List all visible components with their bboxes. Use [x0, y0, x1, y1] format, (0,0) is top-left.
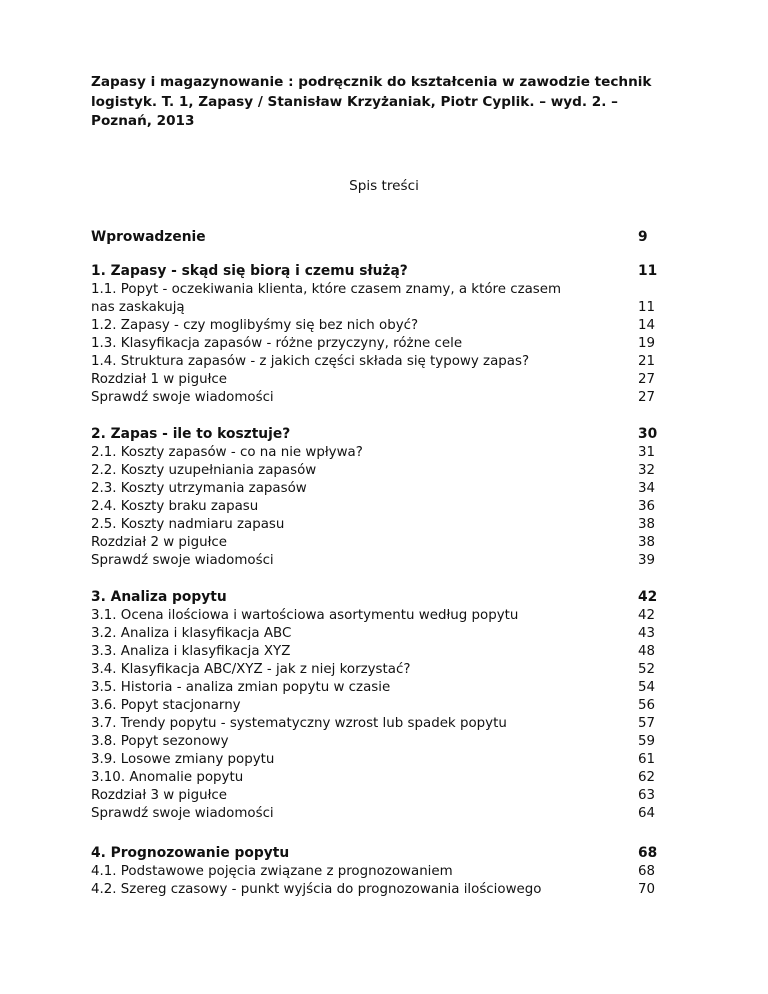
toc-entry-text: Rozdział 1 w pigułce — [91, 372, 228, 387]
toc-entry-page: 68 — [638, 864, 656, 879]
toc-entry-page: 59 — [638, 734, 656, 749]
toc-entry-text: 3.6. Popyt stacjonarny — [91, 698, 241, 713]
toc-entry-page: 57 — [638, 716, 656, 731]
toc-entry-text: Wprowadzenie — [91, 229, 206, 245]
toc-entry-page: 56 — [638, 698, 656, 713]
toc-entry-text: 3.8. Popyt sezonowy — [91, 734, 229, 749]
toc-entry-text: 3. Analiza popytu — [91, 589, 227, 605]
header-line-2: logistyk. T. 1, Zapasy / Stanisław Krzyżaniak, Piotr Cyplik. – wyd. 2. – — [91, 93, 618, 110]
toc-entry-text: 3.2. Analiza i klasyfikacja ABC — [91, 626, 292, 641]
toc-entry-text: 1.1. Popyt - oczekiwania klienta, które czasem znamy, a które czasem — [91, 282, 562, 297]
toc-entry-page: 36 — [638, 499, 656, 514]
toc-title: Spis treści — [349, 178, 419, 194]
toc-entry-text: 3.4. Klasyfikacja ABC/XYZ - jak z niej korzystać? — [91, 662, 411, 677]
toc-entry-page: 48 — [638, 644, 656, 659]
toc-entry-page: 42 — [638, 589, 658, 605]
toc-entry-text: 2.2. Koszty uzupełniania zapasów — [91, 463, 317, 478]
toc-entry-page: 19 — [638, 336, 656, 351]
header-line-1: Zapasy i magazynowanie : podręcznik do kształcenia w zawodzie technik — [91, 74, 652, 90]
toc-entry-page: 42 — [638, 608, 656, 623]
toc-entry-page: 27 — [638, 372, 656, 387]
toc-entry-page: 32 — [638, 463, 656, 478]
toc-entry-page: 39 — [638, 553, 656, 568]
toc-entry-page: 38 — [638, 517, 656, 532]
toc-entry-page: 11 — [638, 263, 658, 279]
toc-entry-page: 64 — [638, 806, 656, 821]
toc-entry-text: 3.10. Anomalie popytu — [91, 770, 244, 785]
toc-entry-text: 1.2. Zapasy - czy moglibyśmy się bez nich obyć? — [91, 318, 419, 333]
toc-entry-text: 3.5. Historia - analiza zmian popytu w czasie — [91, 680, 391, 695]
toc-entry-text: Rozdział 2 w pigułce — [91, 535, 228, 550]
bibliographic-header — [91, 73, 691, 132]
toc-entry-text: nas zaskakują — [91, 300, 185, 315]
toc-entry-text: 4.2. Szereg czasowy - punkt wyjścia do prognozowania ilościowego — [91, 882, 542, 897]
toc-entry-text: Sprawdź swoje wiadomości — [91, 390, 274, 405]
toc-entry-text: 3.3. Analiza i klasyfikacja XYZ — [91, 644, 291, 659]
toc-entry-text: 1.4. Struktura zapasów - z jakich części składa się typowy zapas? — [91, 354, 530, 369]
toc-entry-text: Rozdział 3 w pigułce — [91, 788, 228, 803]
toc-entry-text: 2. Zapas - ile to kosztuje? — [91, 426, 291, 442]
toc-entry-text: Sprawdź swoje wiadomości — [91, 553, 274, 568]
toc-entry-page: 54 — [638, 680, 656, 695]
toc-entry-text: 4.1. Podstawowe pojęcia związane z prognozowaniem — [91, 864, 453, 879]
toc-entry-page: 43 — [638, 626, 656, 641]
toc-entry-page: 34 — [638, 481, 656, 496]
toc-entry-text: Sprawdź swoje wiadomości — [91, 806, 274, 821]
header-line-3: Poznań, 2013 — [91, 113, 195, 129]
toc-entry-text: 2.4. Koszty braku zapasu — [91, 499, 259, 514]
toc-entry-page: 21 — [638, 354, 656, 369]
toc-entry-page: 14 — [638, 318, 656, 333]
toc-entry-page: 30 — [638, 426, 658, 442]
toc-entry-text: 3.9. Losowe zmiany popytu — [91, 752, 275, 767]
toc-entry-text: 2.5. Koszty nadmiaru zapasu — [91, 517, 285, 532]
toc-entry-page: 11 — [638, 300, 656, 315]
toc-entry-page: 61 — [638, 752, 656, 767]
toc-entry-text: 2.3. Koszty utrzymania zapasów — [91, 481, 307, 496]
toc-entry-page: 31 — [638, 445, 656, 460]
toc-entry-page: 63 — [638, 788, 656, 803]
toc-entry-text: 2.1. Koszty zapasów - co na nie wpływa? — [91, 445, 363, 460]
toc-entry-text: 3.1. Ocena ilościowa i wartościowa asortymentu według popytu — [91, 608, 519, 623]
toc-entry-page: 62 — [638, 770, 656, 785]
toc-entry-text: 1.3. Klasyfikacja zapasów - różne przyczyny, różne cele — [91, 336, 463, 351]
toc-entry-page: 38 — [638, 535, 656, 550]
toc-entry-text: 3.7. Trendy popytu - systematyczny wzrost lub spadek popytu — [91, 716, 507, 731]
toc-entry-page: 9 — [638, 229, 648, 245]
toc-entry-page: 70 — [638, 882, 656, 897]
toc-entry-page: 27 — [638, 390, 656, 405]
toc-entry-page: 52 — [638, 662, 656, 677]
toc-entry-text: 1. Zapasy - skąd się biorą i czemu służą? — [91, 263, 408, 279]
toc-entry-text: 4. Prognozowanie popytu — [91, 845, 290, 861]
toc-entry-page: 68 — [638, 845, 658, 861]
